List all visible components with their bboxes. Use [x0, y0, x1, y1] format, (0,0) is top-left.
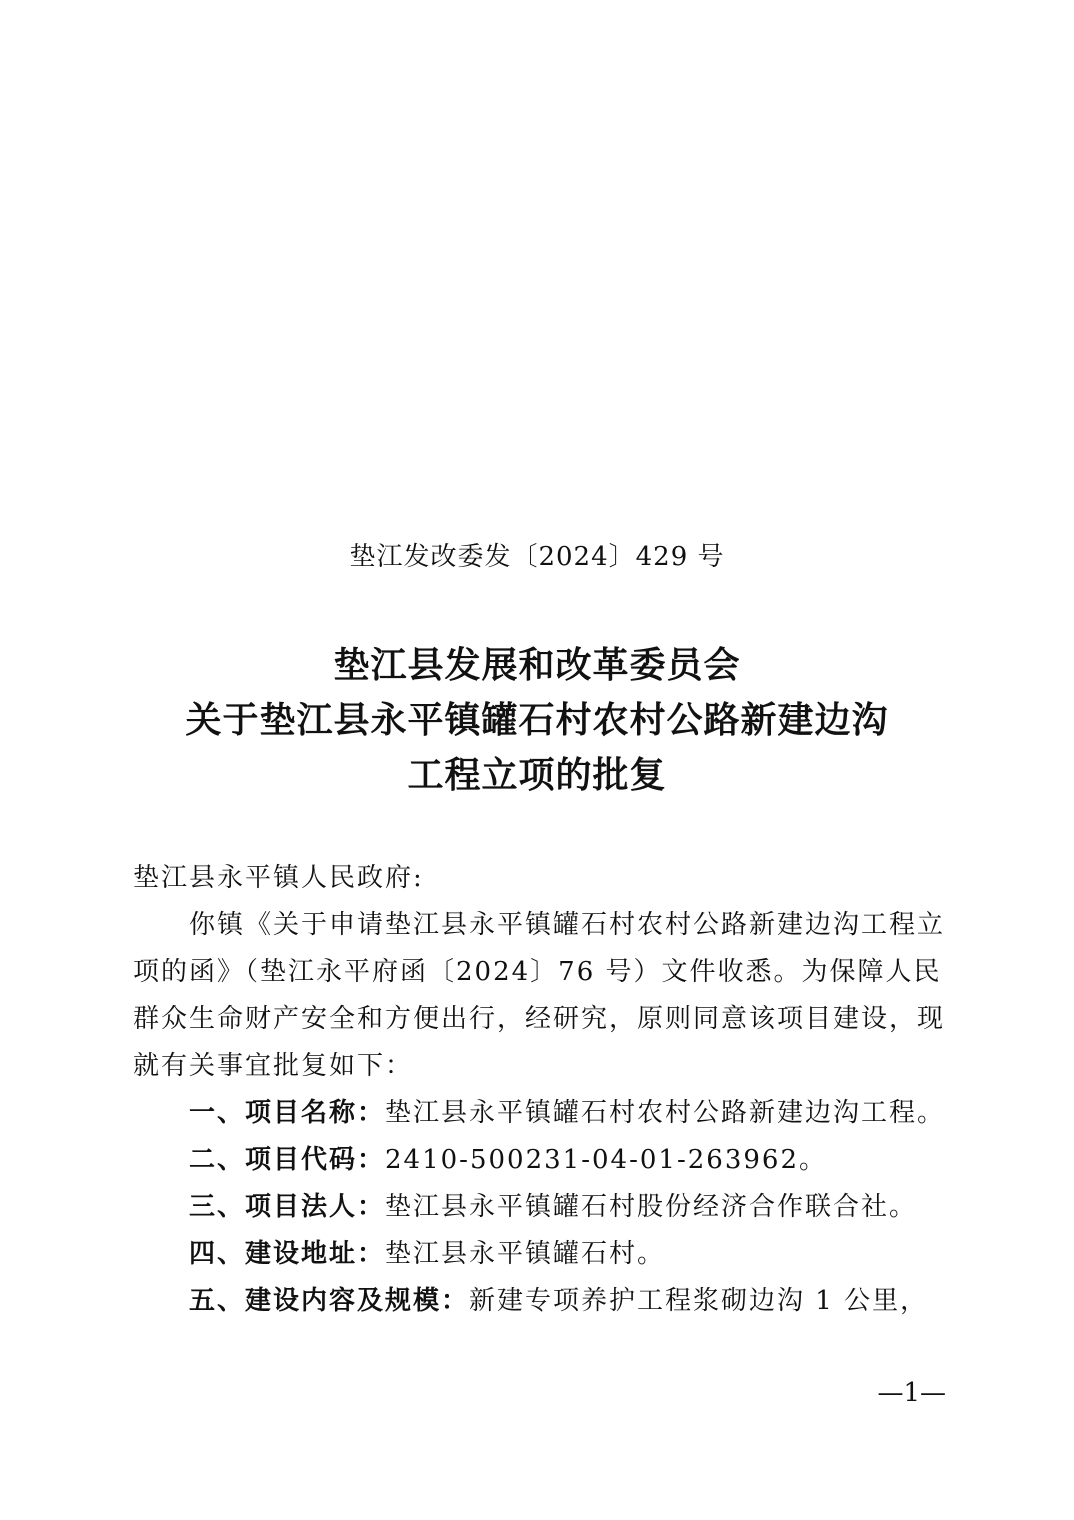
document-title — [0, 638, 1074, 803]
item-label: 二、项目代码： — [189, 1145, 386, 1175]
item-value: 垫江县永平镇罐石村股份经济合作联合社。 — [385, 1192, 918, 1222]
title-line-2: 关于垫江县永平镇罐石村农村公路新建边沟 — [185, 700, 889, 741]
item-label: 五、建设内容及规模： — [189, 1286, 470, 1316]
item-project-legal-entity — [133, 1184, 963, 1231]
item-value: 垫江县永平镇罐石村。 — [385, 1239, 666, 1269]
title-line-1: 垫江县发展和改革委员会 — [333, 645, 741, 686]
document-body — [133, 855, 963, 1325]
salutation: 垫江县永平镇人民政府: — [133, 863, 424, 893]
item-project-code — [133, 1137, 963, 1184]
item-project-name — [133, 1090, 963, 1137]
item-value: 新建专项养护工程浆砌边沟 1 公里， — [469, 1286, 929, 1316]
item-construction-scope — [133, 1278, 963, 1325]
item-value: 2410-500231-04-01-263962。 — [385, 1145, 827, 1175]
intro-paragraph: 你镇《关于申请垫江县永平镇罐石村农村公路新建边沟工程立项的函》（垫江永平府函〔2024〕76 号）文件收悉。为保障人民群众生命财产安全和方便出行，经研究，原则同意该项目建设，现就有关事宜批复如下： — [133, 910, 946, 1081]
item-label: 四、建设地址： — [189, 1239, 386, 1269]
item-value: 垫江县永平镇罐石村农村公路新建边沟工程。 — [385, 1098, 946, 1128]
document-number: 垫江发改委发〔2024〕429 号 — [349, 542, 725, 572]
page-number: —1— — [877, 1378, 946, 1408]
title-line-3: 工程立项的批复 — [407, 755, 667, 796]
item-label: 三、项目法人： — [189, 1192, 386, 1222]
item-construction-address — [133, 1231, 963, 1278]
item-label: 一、项目名称： — [189, 1098, 386, 1128]
